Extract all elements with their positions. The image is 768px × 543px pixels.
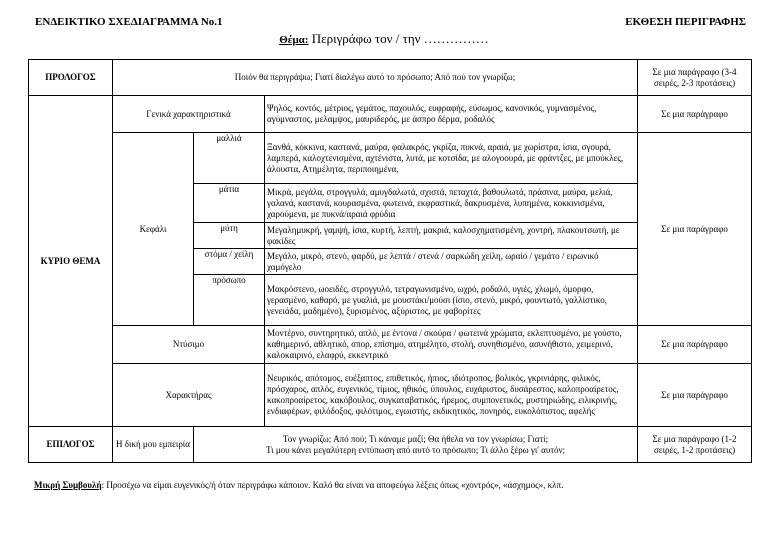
epilogue-text-line1: Τον γνωρίζω; Από πού; Τι κάναμε μαζί; Θα ήθελα να τον γνωρίσω; Γιατί; — [282, 433, 549, 444]
hair-label: μαλλιά — [194, 133, 265, 184]
epilogue-heading: ΕΠΙΛΟΓΟΣ — [29, 427, 113, 463]
hair-text: Ξανθά, κόκκινα, καστανά, μαύρα, φαλακρός, γκρίζα, πυκνά, αραιά, με χωρίστρα, ίσια, σγουρά, λαμπερά, καλοχτενισμένα, αχτένιστα, λυτά, με κοτσίδα, με αλογοουρά, με φράντζες, με μπούκλες, άλουστα, Ατημέλητα, περιποιημένα, — [265, 133, 638, 184]
mouth-text: Μεγάλο, μικρό, στενό, φαρδύ, με λεπτά / στενά / σαρκώδη χείλη, ωραίο / γεμάτο / ειρωνικό χαμόγελο — [265, 249, 638, 275]
tip-text: : Προσέχω να είμαι ευγενικός/ή όταν περιγράφω κάποιον. Καλό θα είναι να αποφεύγω λέξεις όπως «χοντρός», «άσχημος», κλπ. — [101, 480, 564, 490]
nose-text: Μεγαλημυκρή, γαμψή, ίσια, κυρτή, λεπτή, μακριά, καλοσχηματισμένη, χοντρή, πλακουτσωτή, με φακίδες — [265, 223, 638, 249]
main-heading: ΚΥΡΙΟ ΘΕΜΑ — [29, 96, 113, 427]
tip-label: Μικρή Συμβουλή — [34, 480, 102, 490]
head-note: Σε μια παράγραφο — [638, 133, 752, 326]
face-text: Μακρόστενο, ωοειδές, στρογγυλό, τετραγωνισμένο, ωχρό, ροδαλό, υγιές, χλωμό, όμορφο, γερασμένο, καθαρό, με γυαλιά, με μουστάκι/μούσι (ίσιο, στενό, μικρό, φουντωτό, γαλλίστικο, γενειάδα, μαδημένο), ξυρισμένος, αξύριστος, με φαβορίτες — [265, 275, 638, 326]
character-text: Νευρικός, απότομος, ευέξαπτος, επιθετικός, ήπιος, ιδιότροπος, βολικός, γκρινιάρης, φιλικός, πρόσχαρος, απλός, ευγενικός, τίμιος, ηθικός, ύπουλος, ευχάριστος, δυσάρεστος, καλοπροαίρετος, κακοπροαίρετος, κακόβουλος, συγκαταβατικός, ήρεμος, συμπονετικός, μυστηριώδης, ειλικρινής, ενδιαφέρων, φιλόδοξος, φιλότιμος, εγωιστής, εκδικητικός, πονηρός, ευκολόπιστος, αφελής — [265, 364, 638, 427]
hair-row — [29, 133, 752, 184]
prologue-text: Ποιόν θα περιγράψω; Γιατί διαλέγω αυτό το πρόσωπο; Από πού τον γνωρίζω; — [113, 60, 638, 96]
clothing-row — [29, 326, 752, 364]
document-title: ΕΝΔΕΙΚΤΙΚΟ ΣΧΕΔΙΑΓΡΑΜΜΑ Νο.1 — [35, 16, 223, 28]
topic-label: Θέμα: — [279, 34, 309, 46]
prologue-note: Σε μια παράγραφο (3-4 σειρές, 2-3 προτάσεις) — [638, 60, 752, 96]
topic-line — [0, 31, 768, 47]
nose-label: μύτη — [194, 223, 265, 249]
character-label: Χαρακτήρας — [113, 364, 265, 427]
epilogue-label: Η δική μου εμπειρία — [113, 427, 194, 463]
epilogue-row — [29, 427, 752, 463]
clothing-label: Ντύσιμο — [113, 326, 265, 364]
clothing-note: Σε μια παράγραφο — [638, 326, 752, 364]
head-label: Κεφάλι — [113, 133, 194, 326]
epilogue-note: Σε μια παράγραφο (1-2 σειρές, 1-2 προτάσεις) — [638, 427, 752, 463]
topic-text: Περιγράφω τον / την …………… — [311, 31, 489, 46]
epilogue-text — [194, 427, 638, 463]
general-note: Σε μια παράγραφο — [638, 96, 752, 133]
essay-plan-table — [28, 59, 752, 463]
face-label: πρόσωπο — [194, 275, 265, 326]
mouth-label: στόμα / χείλη — [194, 249, 265, 275]
general-label: Γενικά χαρακτηριστικά — [113, 96, 265, 133]
essay-type-title: ΕΚΘΕΣΗ ΠΕΡΙΓΡΑΦΗΣ — [625, 16, 746, 28]
general-text: Ψηλός, κοντός, μέτριος, γεμάτος, παχουλός, ευφραφής, εύσωμος, κανονικός, γυμνασμένος, αγύμναστος, μελαμψος, μαυριδερός, με άσπρο δέρμα, ροδαλός — [265, 96, 638, 133]
epilogue-text-line2: Τι μου κάνει μεγαλύτερη εντύπωση από αυτό το πρόσωπο; Τι άλλο ξέρω γι' αυτόν; — [265, 444, 566, 455]
character-note: Σε μια παράγραφο — [638, 364, 752, 427]
tip-line — [34, 480, 563, 490]
prologue-row — [29, 60, 752, 96]
prologue-heading: ΠΡΟΛΟΓΟΣ — [29, 60, 113, 96]
general-row — [29, 96, 752, 133]
eyes-label: μάτια — [194, 184, 265, 223]
eyes-text: Μικρά, μεγάλα, στρογγυλά, αμυγδαλωτά, σχιστά, πεταχτά, βαθουλωτά, πράσινα, μαύρα, μελιά, γαλανά, καστανά, κουρασμένα, φωτεινά, εκφραστικά, δακρυσμένα, λυπημένα, κοκκινισμένα, χαρούμενα, με πυκνά/αραιά φρύδια — [265, 184, 638, 223]
clothing-text: Μοντέρνο, συντηρητικό, απλό, με έντονα / σκούρα / φωτεινά χρώματα, εκλεπτυσμένο, με γούστο, καθημερινό, αθλητικό, σπορ, επίσημο, ατημέλητο, στολή, συνηθισμένο, ασυνήθιστο, χειμερινό, καλοκαιρινό, ελαφρύ, εκκεντρικό — [265, 326, 638, 364]
character-row — [29, 364, 752, 427]
